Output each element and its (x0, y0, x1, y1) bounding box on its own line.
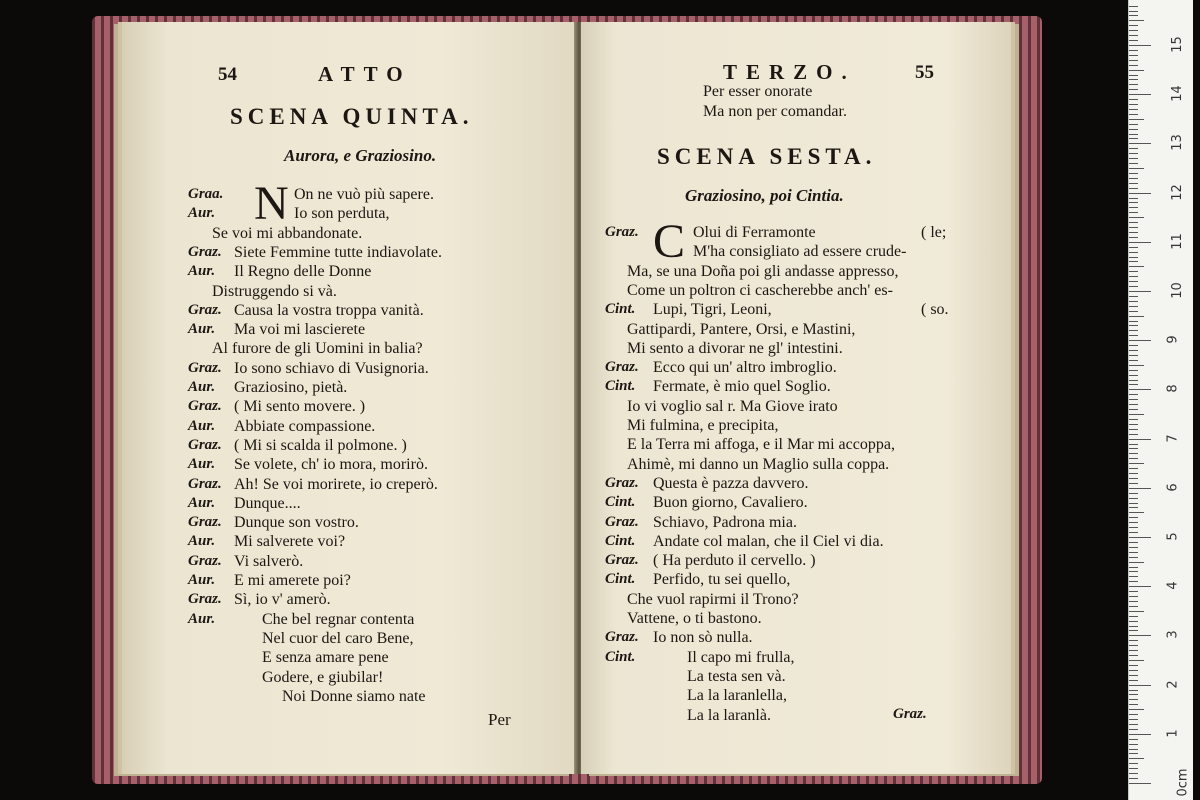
dialogue-line: Sì, io v' amerò. (234, 591, 331, 609)
ruler-tick (1129, 129, 1138, 130)
ruler-tick (1129, 419, 1138, 420)
ruler-tick (1129, 60, 1138, 61)
ruler-tick (1129, 601, 1138, 602)
dialogue-line: E senza amare pene (262, 649, 389, 667)
turnover-text: ( le; (921, 224, 947, 241)
ruler-tick (1129, 306, 1138, 307)
ruler-tick (1129, 734, 1151, 735)
ruler-tick (1129, 429, 1138, 430)
ruler-tick (1129, 104, 1138, 105)
ruler-tick (1129, 50, 1138, 51)
ruler-tick (1129, 571, 1138, 572)
ruler-label: 7 (1165, 433, 1181, 443)
ruler-tick (1129, 370, 1138, 371)
ruler-tick (1129, 655, 1138, 656)
ruler-tick (1129, 749, 1138, 750)
dialogue-line: Questa è pazza davvero. (653, 474, 809, 492)
ruler-tick (1129, 232, 1138, 233)
speaker-label: Graz. (188, 475, 222, 492)
ruler-tick (1129, 763, 1138, 764)
ruler-tick (1129, 483, 1138, 484)
ruler-tick (1129, 6, 1138, 7)
ruler-tick (1129, 40, 1138, 41)
dialogue-line: Io vi voglio sal r. Ma Giove irato (627, 397, 838, 415)
dialogue-line: Andate col malan, che il Ciel vi dia. (653, 532, 884, 550)
ruler-label: 6 (1165, 483, 1181, 492)
ruler-label: 12 (1169, 183, 1185, 201)
dialogue-line: Io non sò nulla. (653, 629, 753, 647)
ruler-tick (1129, 694, 1138, 695)
ruler-tick (1129, 375, 1138, 376)
speaker-label: Aur. (188, 263, 216, 280)
ruler-tick (1129, 537, 1151, 538)
ruler-tick (1129, 493, 1138, 494)
ruler-tick (1129, 448, 1138, 449)
catchword-right: Graz. (893, 706, 927, 722)
ruler-tick (1129, 409, 1138, 410)
ruler-tick (1129, 665, 1138, 666)
speaker-label: Cint. (605, 648, 636, 665)
ruler-tick (1129, 84, 1138, 85)
ruler-tick (1129, 626, 1138, 627)
ruler-tick (1129, 680, 1138, 681)
speaker-label: Graz. (605, 629, 639, 646)
dialogue-line: Il capo mi frulla, (687, 648, 795, 666)
ruler-tick (1129, 517, 1138, 518)
ruler-tick (1129, 124, 1138, 125)
ruler-tick (1129, 148, 1138, 149)
ruler-tick (1129, 45, 1151, 46)
dialogue-line: La la laranlà. (687, 706, 771, 724)
ruler-tick (1129, 138, 1138, 139)
ruler-tick (1129, 365, 1144, 366)
ruler-tick (1129, 321, 1138, 322)
catchword-left: Per (488, 710, 511, 729)
ruler-tick (1129, 547, 1138, 548)
ruler-tick (1129, 217, 1144, 218)
dialogue-line: Godere, e giubilar! (262, 668, 384, 686)
scene-title-left: SCENA QUINTA. (230, 104, 474, 129)
page-number-left: 54 (218, 64, 237, 85)
running-head-left: ATTO (318, 62, 412, 86)
ruler-tick (1129, 55, 1138, 56)
measuring-ruler (1128, 0, 1193, 800)
dialogue-line: Io son perduta, (294, 205, 390, 223)
ruler-tick (1129, 616, 1138, 617)
ruler-tick (1129, 473, 1138, 474)
speaker-label: Graz. (188, 398, 222, 415)
speaker-label: Cint. (605, 532, 636, 549)
ruler-tick (1129, 768, 1138, 769)
ruler-tick (1129, 468, 1138, 469)
dialogue-line: Perfido, tu sei quello, (653, 571, 791, 589)
dialogue-line: Che vuol rapirmi il Trono? (627, 590, 799, 608)
dialogue-line: Che bel regnar contenta (262, 610, 415, 628)
dialogue-line: Ma voi mi lascierete (234, 321, 366, 339)
ruler-tick (1129, 503, 1138, 504)
ruler-label: 11 (1169, 233, 1185, 250)
scene-title-right: SCENA SESTA. (657, 144, 877, 169)
ruler-tick (1129, 729, 1138, 730)
speaker-label: Graz. (188, 301, 222, 318)
speaker-label: Graz. (188, 514, 222, 531)
ruler-tick (1129, 704, 1138, 705)
ruler-label: 8 (1165, 384, 1181, 394)
ruler-tick (1129, 699, 1138, 700)
ruler-tick (1129, 89, 1138, 90)
speaker-label: Aur. (188, 610, 216, 627)
ruler-tick (1129, 355, 1138, 356)
dialogue-line: Abbiate compassione. (234, 417, 376, 435)
ruler-tick (1129, 340, 1151, 341)
ruler-tick (1129, 168, 1144, 169)
ruler-tick (1129, 158, 1138, 159)
dialogue-line: La testa sen và. (687, 667, 786, 685)
ruler-tick (1129, 783, 1151, 784)
speaker-label: Graz. (605, 552, 639, 569)
ruler-tick (1129, 660, 1144, 661)
ruler-tick (1129, 257, 1138, 258)
ruler-label: 9 (1165, 335, 1181, 344)
ruler-tick (1129, 163, 1138, 164)
dialogue-line: Se volete, ch' io mora, morirò. (234, 456, 428, 474)
ruler-tick (1129, 202, 1138, 203)
ruler-tick (1129, 557, 1138, 558)
dialogue-line: Mi sento a divorar ne gl' intestini. (627, 339, 843, 357)
dialogue-line: Vattene, o ti bastono. (627, 610, 762, 627)
ruler-tick (1129, 439, 1151, 440)
ruler-tick (1129, 345, 1138, 346)
ruler-tick (1129, 360, 1138, 361)
ruler-tick (1129, 606, 1138, 607)
ruler-tick (1129, 753, 1138, 754)
ruler-tick (1129, 276, 1138, 277)
ruler-tick (1129, 316, 1144, 317)
speaker-label: Aur. (188, 572, 216, 588)
dialogue-line: La la laranlella, (687, 687, 787, 705)
ruler-tick (1129, 79, 1138, 80)
speaker-label: Cint. (605, 378, 636, 395)
dialogue-line: E mi amerete poi? (234, 572, 351, 589)
ruler-tick (1129, 35, 1138, 36)
ruler-tick (1129, 567, 1138, 568)
right-page (581, 22, 1011, 774)
dialogue-line: Vi salverò. (234, 552, 304, 570)
ruler-tick (1129, 778, 1138, 779)
ruler-tick (1129, 434, 1138, 435)
dialogue-line: Olui di Ferramonte (693, 224, 816, 241)
dialogue-line: Gattipardi, Pantere, Orsi, e Mastini, (627, 320, 856, 338)
dialogue-line: Schiavo, Padrona mia. (653, 513, 797, 531)
ruler-tick (1129, 173, 1138, 174)
ruler-label: 1 (1165, 729, 1181, 738)
ruler-tick (1129, 463, 1144, 464)
ruler-tick (1129, 630, 1138, 631)
ruler-tick (1129, 453, 1138, 454)
ruler-label: 0cm (1175, 768, 1191, 797)
ruler-tick (1129, 611, 1144, 612)
dialogue-line: Nel cuor del caro Bene, (262, 629, 414, 647)
speaker-label: Graz. (605, 224, 639, 240)
ruler-tick (1129, 143, 1151, 144)
dialogue-line: Il Regno delle Donne (234, 263, 372, 281)
ruler-label: 10 (1169, 282, 1185, 299)
speaker-label: Graz. (605, 513, 639, 530)
ruler-tick (1129, 562, 1144, 563)
ruler-tick (1129, 389, 1151, 390)
ruler-tick (1129, 690, 1138, 691)
ruler-tick (1129, 94, 1151, 95)
ruler-tick (1129, 739, 1138, 740)
ruler-tick (1129, 325, 1138, 326)
speaker-label: Graa. (188, 186, 224, 202)
ruler-tick (1129, 153, 1138, 154)
ruler-tick (1129, 281, 1138, 282)
scene-characters-right: Graziosino, poi Cintia. (685, 186, 844, 205)
ruler-tick (1129, 335, 1138, 336)
speaker-label: Cint. (605, 494, 636, 511)
ruler-label: 14 (1169, 85, 1185, 102)
ruler-tick (1129, 758, 1144, 759)
ruler-tick (1129, 30, 1138, 31)
speaker-label: Aur. (188, 456, 216, 473)
ruler-tick (1129, 291, 1151, 292)
ruler-tick (1129, 70, 1144, 71)
dialogue-line: Dunque son vostro. (234, 514, 359, 532)
ruler-tick (1129, 424, 1138, 425)
dialogue-line: Lupi, Tigri, Leoni, (653, 301, 772, 319)
ruler-tick (1129, 596, 1138, 597)
ruler-tick (1129, 178, 1138, 179)
ruler-tick (1129, 193, 1151, 194)
ruler-tick (1129, 65, 1138, 66)
scene-characters-left: Aurora, e Graziosino. (284, 146, 437, 165)
ruler-tick (1129, 685, 1151, 686)
ruler-tick (1129, 119, 1144, 120)
ruler-tick (1129, 15, 1138, 16)
speaker-label: Graz. (188, 436, 222, 453)
page-number-right: 55 (915, 62, 934, 83)
running-head-right: TERZO. (723, 60, 856, 84)
ruler-tick (1129, 188, 1138, 189)
dialogue-line: Ahimè, mi danno un Maglio sulla coppa. (627, 455, 890, 473)
ruler-tick (1129, 744, 1138, 745)
dialogue-line: ( Mi si scalda il polmone. ) (234, 436, 407, 454)
speaker-label: Graz. (605, 359, 639, 376)
ruler-tick (1129, 645, 1138, 646)
ruler-tick (1129, 242, 1151, 243)
ruler-tick (1129, 212, 1138, 213)
ruler-tick (1129, 404, 1138, 405)
ruler-tick (1129, 261, 1138, 262)
speaker-label: Aur. (188, 321, 216, 338)
dialogue-line: Fermate, è mio quel Soglio. (653, 378, 831, 396)
ruler-tick (1129, 330, 1138, 331)
dialogue-line: Mi salverete voi? (234, 533, 346, 551)
dialogue-line: Come un poltron ci cascherebbe anch' es- (627, 281, 893, 299)
dialogue-line: Siete Femmine tutte indiavolate. (234, 243, 442, 261)
ruler-tick (1129, 591, 1138, 592)
ruler-tick (1129, 25, 1138, 26)
ruler-tick (1129, 512, 1144, 513)
ruler-tick (1129, 380, 1138, 381)
speaker-label: Aur. (188, 417, 216, 434)
ruler-tick (1129, 714, 1138, 715)
ruler-label: 4 (1165, 581, 1181, 590)
ruler-tick (1129, 207, 1138, 208)
dialogue-line: Graziosino, pietà. (234, 379, 348, 396)
ruler-label: 5 (1165, 532, 1181, 541)
dialogue-line: ( Mi sento movere. ) (234, 398, 366, 416)
dialogue-line: Io sono schiavo di Vusignoria. (234, 359, 429, 377)
ruler-tick (1129, 252, 1138, 253)
ruler-tick (1129, 350, 1138, 351)
ruler-tick (1129, 724, 1138, 725)
ruler-tick (1129, 286, 1138, 287)
ruler-tick (1129, 527, 1138, 528)
ruler-tick (1129, 296, 1138, 297)
ruler-tick (1129, 507, 1138, 508)
speaker-label: Graz. (188, 243, 222, 260)
dialogue-line: M'ha consigliato ad essere crude- (693, 243, 907, 261)
ruler-tick (1129, 414, 1144, 415)
dialogue-line: Ecco qui un' altro imbroglio. (653, 359, 837, 377)
ruler-tick (1129, 458, 1138, 459)
ruler-tick (1129, 271, 1138, 272)
ruler-tick (1129, 183, 1138, 184)
speaker-label: Cint. (605, 571, 636, 588)
speaker-label: Graz. (188, 591, 222, 608)
ruler-tick (1129, 198, 1138, 199)
ruler-tick (1129, 399, 1138, 400)
dialogue-line: Al furore de gli Uomini in balia? (212, 340, 423, 358)
ruler-tick (1129, 237, 1138, 238)
ruler-tick (1129, 709, 1144, 710)
ruler-tick (1129, 394, 1138, 395)
ruler-tick (1129, 621, 1138, 622)
dialogue-line: Buon giorno, Cavaliero. (653, 494, 808, 512)
ruler-tick (1129, 444, 1138, 445)
ruler-tick (1129, 134, 1138, 135)
top-line-1: Per esser onorate (703, 83, 813, 100)
turnover-text: ( so. (921, 301, 949, 319)
drop-cap: C (653, 215, 686, 268)
drop-cap: N (254, 177, 289, 230)
speaker-label: Graz. (188, 359, 222, 376)
speaker-label: Graz. (188, 552, 222, 569)
ruler-label: 15 (1169, 36, 1185, 53)
ruler-tick (1129, 532, 1138, 533)
ruler-tick (1129, 640, 1138, 641)
left-page (122, 22, 577, 774)
speaker-label: Aur. (188, 205, 216, 222)
top-line-2: Ma non per comandar. (703, 103, 847, 120)
dialogue-line: Ah! Se voi morirete, io creperò. (234, 475, 438, 493)
ruler-tick (1129, 773, 1138, 774)
ruler-tick (1129, 488, 1151, 489)
ruler-tick (1129, 670, 1138, 671)
ruler-tick (1129, 542, 1138, 543)
dialogue-line: Dunque.... (234, 494, 301, 512)
ruler-tick (1129, 222, 1138, 223)
ruler-tick (1129, 99, 1138, 100)
ruler-tick (1129, 586, 1151, 587)
ruler-tick (1129, 11, 1138, 12)
dialogue-line: Noi Donne siamo nate (282, 687, 426, 705)
ruler-tick (1129, 227, 1138, 228)
dialogue-line: Ma, se una Doña poi gli andasse appresso, (627, 262, 899, 280)
ruler-tick (1129, 109, 1138, 110)
speaker-label: Aur. (188, 533, 216, 550)
ruler-tick (1129, 384, 1138, 385)
ruler-tick (1129, 311, 1138, 312)
ruler-tick (1129, 247, 1138, 248)
ruler-tick (1129, 650, 1138, 651)
ruler-tick (1129, 301, 1138, 302)
ruler-tick (1129, 498, 1138, 499)
ruler-tick (1129, 114, 1138, 115)
ruler-label: 3 (1165, 630, 1181, 640)
dialogue-line: Se voi mi abbandonate. (212, 224, 363, 242)
ruler-tick (1129, 20, 1144, 21)
ruler-tick (1129, 581, 1138, 582)
ruler-label: 13 (1169, 134, 1185, 152)
ruler-label: 2 (1165, 679, 1181, 689)
ruler-tick (1129, 635, 1151, 636)
speaker-label: Cint. (605, 301, 636, 318)
speaker-label: Aur. (188, 379, 216, 395)
ruler-tick (1129, 75, 1138, 76)
dialogue-line: E la Terra mi affoga, e il Mar mi accoppa, (627, 436, 895, 454)
ruler-tick (1129, 719, 1138, 720)
ruler-tick (1129, 522, 1138, 523)
dialogue-line: Causa la vostra troppa vanità. (234, 301, 424, 319)
ruler-tick (1129, 675, 1138, 676)
ruler-tick (1129, 552, 1138, 553)
dialogue-line: On ne vuò più sapere. (294, 186, 434, 203)
dialogue-line: Distruggendo si và. (212, 282, 337, 300)
speaker-label: Graz. (605, 474, 639, 491)
dialogue-line: Mi fulmina, e precipita, (627, 417, 779, 434)
speaker-label: Aur. (188, 494, 216, 511)
ruler-tick (1129, 266, 1144, 267)
ruler-tick (1129, 576, 1138, 577)
ruler-tick (1129, 478, 1138, 479)
dialogue-line: ( Ha perduto il cervello. ) (653, 552, 816, 570)
